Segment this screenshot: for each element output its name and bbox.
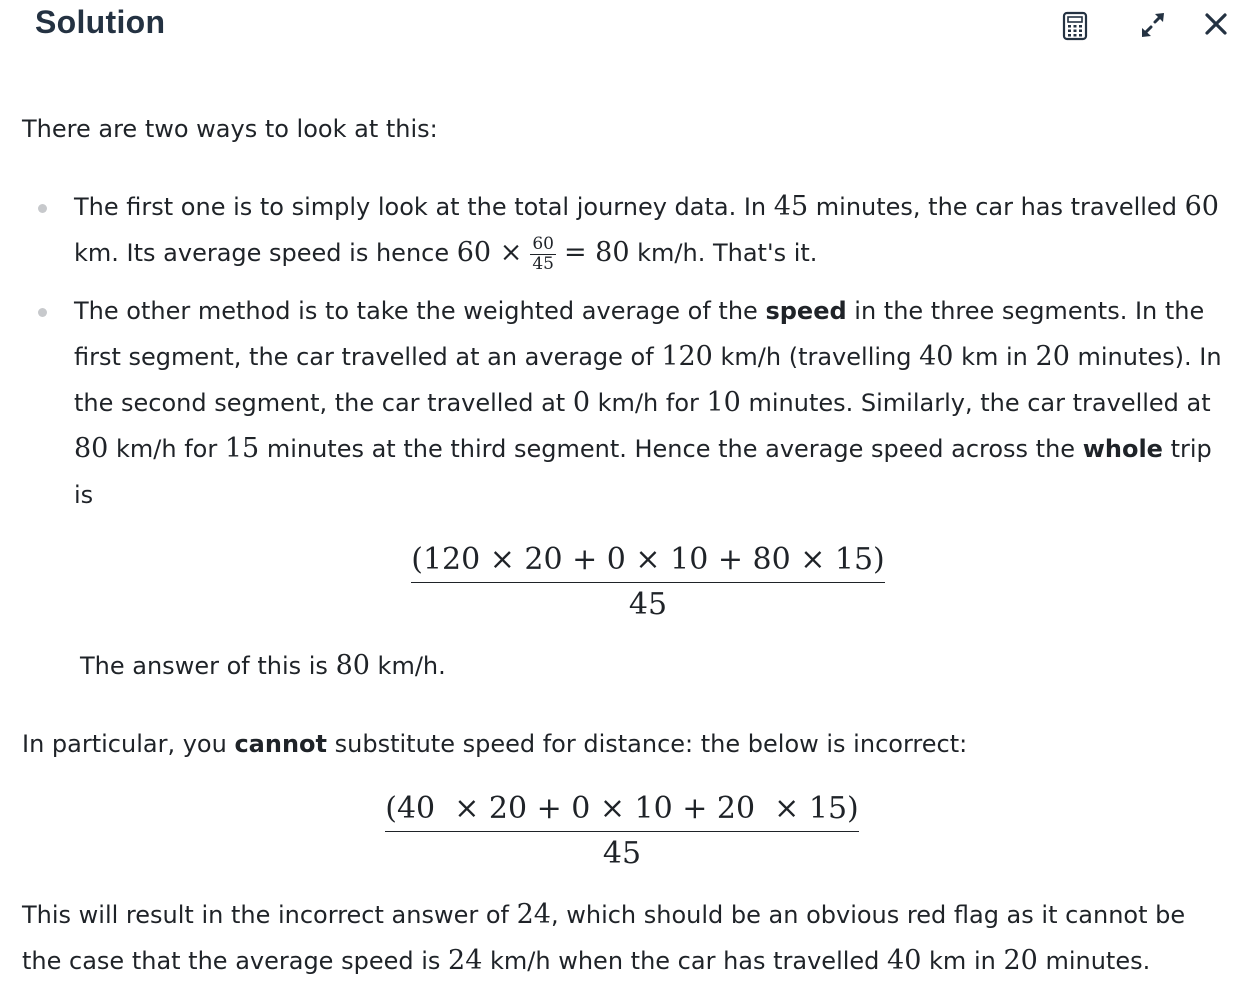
intro-text: There are two ways to look at this: xyxy=(22,115,438,143)
math-number: 20 xyxy=(1035,341,1070,372)
text: minutes. Similarly, the car travelled at xyxy=(740,389,1211,417)
close-icon[interactable] xyxy=(1199,8,1233,42)
math-number: 24 xyxy=(448,945,483,976)
math-number: 40 xyxy=(887,945,922,976)
fraction-denominator: 45 xyxy=(532,253,554,274)
math-number: 60 xyxy=(1184,191,1219,222)
solution-content xyxy=(22,106,1222,984)
math-number: 40 xyxy=(919,341,954,372)
method-item-total xyxy=(74,184,1222,276)
text: In particular, you xyxy=(22,730,235,758)
incorrect-equation xyxy=(22,789,1222,874)
text: km/h. xyxy=(369,652,446,680)
math-number: 0 xyxy=(572,387,591,418)
method-item-weighted xyxy=(74,288,1222,625)
text: minutes). In the second segment, the car travelled at xyxy=(74,343,1222,417)
text: km/h when the car has travelled xyxy=(482,947,888,975)
math-number: 80 xyxy=(74,433,109,464)
weighted-average-equation xyxy=(74,540,1222,625)
math-number: 45 xyxy=(773,191,809,222)
fraction-numerator: (40 × 20 + 0 × 10 + 20 × 15) xyxy=(385,789,858,832)
page-title: Solution xyxy=(35,4,166,40)
text: minutes. xyxy=(1037,947,1151,975)
math-number: 24 xyxy=(516,899,551,930)
text: km in xyxy=(953,343,1036,371)
text: km/h for xyxy=(108,435,225,463)
bold-text: speed xyxy=(765,297,847,325)
text: The first one is to simply look at the total journey data. In xyxy=(74,193,774,221)
text: km/h for xyxy=(590,389,707,417)
answer-text xyxy=(22,643,1222,689)
result-text xyxy=(22,892,1222,984)
expand-icon[interactable] xyxy=(1136,8,1170,42)
math-number: 20 xyxy=(1003,945,1038,976)
fraction-denominator: 45 xyxy=(628,587,668,622)
math-number: 10 xyxy=(706,387,741,418)
bold-text: whole xyxy=(1082,435,1163,463)
method-list xyxy=(22,184,1222,625)
text: km/h. That's it. xyxy=(629,239,818,267)
math-expression: 60 × xyxy=(456,237,523,268)
display-fraction xyxy=(411,540,885,625)
bold-text: cannot xyxy=(234,730,327,758)
display-fraction xyxy=(385,789,858,874)
fraction-denominator: 45 xyxy=(602,836,642,871)
math-expression: = 80 xyxy=(563,237,630,268)
header xyxy=(0,0,1244,60)
text: minutes, the car has travelled xyxy=(808,193,1185,221)
inline-fraction xyxy=(530,235,556,274)
text: This will result in the incorrect answer of xyxy=(22,901,517,929)
text: km. Its average speed is hence xyxy=(74,239,457,267)
fraction-numerator: (120 × 20 + 0 × 10 + 80 × 15) xyxy=(411,540,885,583)
text: trip is xyxy=(74,435,1212,509)
fraction-numerator: 60 xyxy=(532,233,554,254)
text: , which should be an obvious red flag as it cannot be the case that the average speed is xyxy=(22,901,1186,975)
math-number: 15 xyxy=(224,433,260,464)
text: The answer of this is xyxy=(80,652,336,680)
math-number: 120 xyxy=(661,341,713,372)
text: The other method is to take the weighted average of the xyxy=(74,297,766,325)
text: km/h (travelling xyxy=(712,343,920,371)
text: substitute speed for distance: the below is incorrect: xyxy=(327,730,968,758)
math-number: 80 xyxy=(335,650,370,681)
text: minutes at the third segment. Hence the average speed across the xyxy=(259,435,1083,463)
text: km in xyxy=(921,947,1004,975)
particular-text xyxy=(22,721,1222,767)
text: in the three segments. In the first segment, the car travelled at an average of xyxy=(74,297,1205,371)
calculator-icon[interactable] xyxy=(1058,8,1092,42)
